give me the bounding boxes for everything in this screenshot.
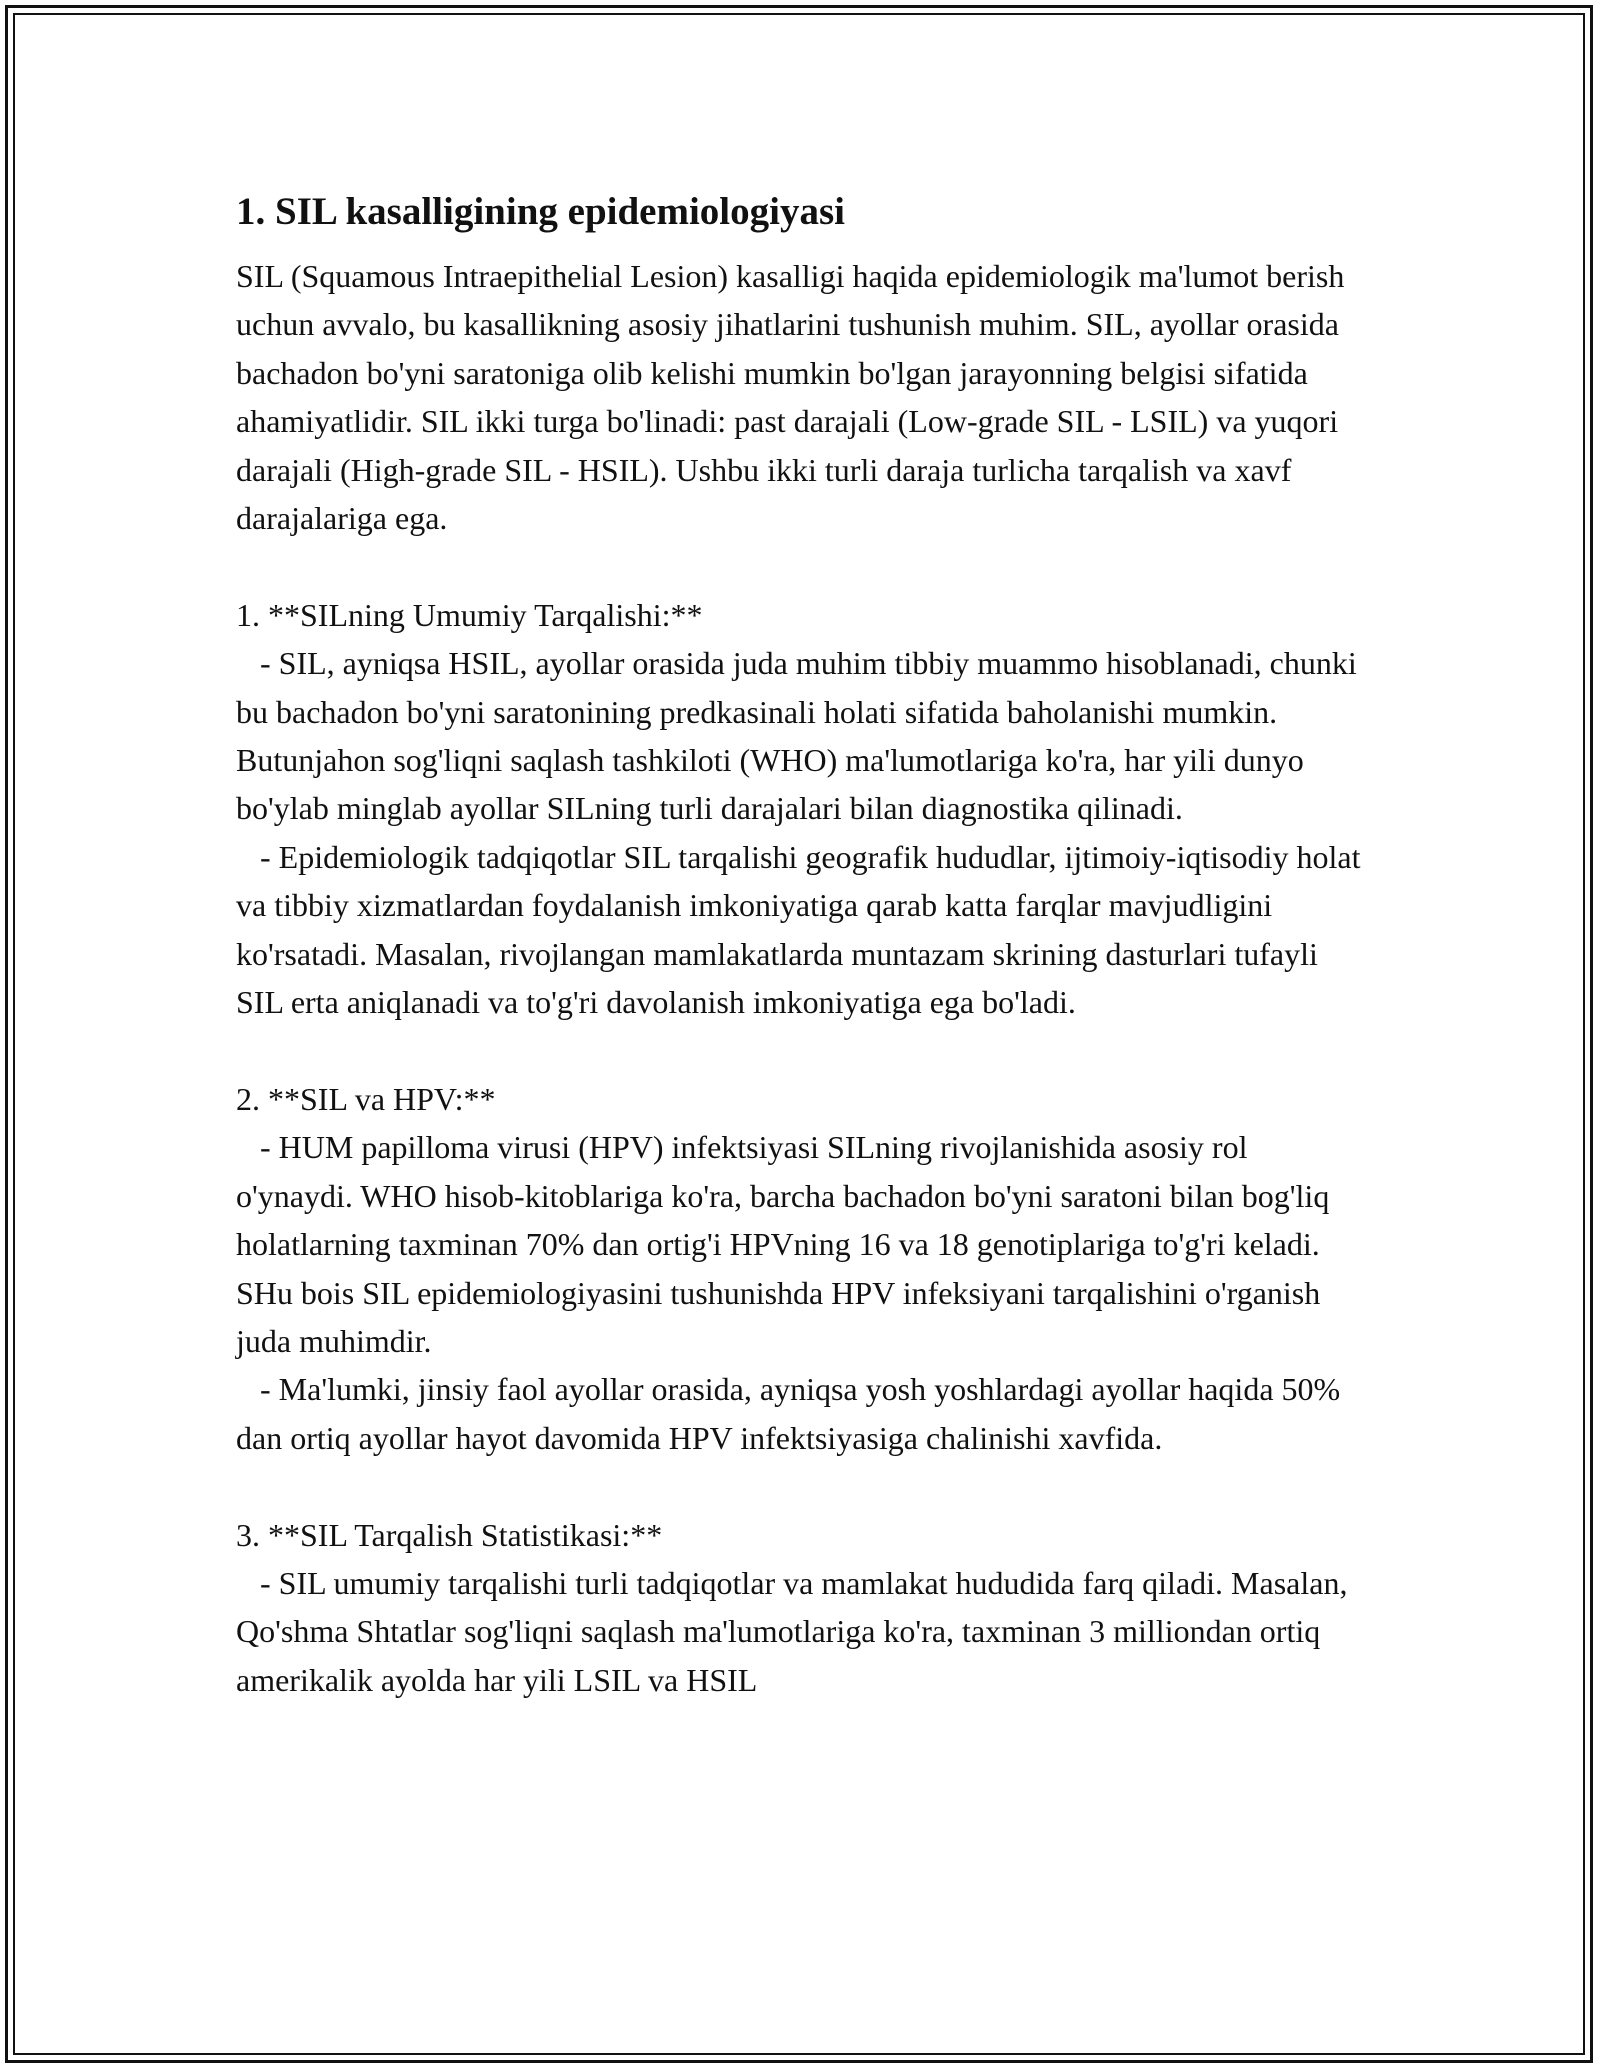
bullet-paragraph: - SIL, ayniqsa HSIL, ayollar orasida juda muhim tibbiy muammo hisoblanadi, chunki bu bachadon bo'yni saratonining predkasinali holati sifatida baholanishi mumkin. Butunjahon sog'liqni saqlash tashkiloti (WHO) ma'lumotlariga ko'ra, har yili dunyo bo'ylab minglab ayollar SILning turli darajalari bilan diagnostika qilinadi. [236, 645, 1365, 827]
bullet-paragraph: - SIL umumiy tarqalishi turli tadqiqotlar va mamlakat hududida farq qiladi. Masalan, Qo'shma Shtatlar sog'liqni saqlash ma'lumotlariga ko'ra, taxminan 3 milliondan ortiq amerikalik ayolda har yili LSIL va HSIL [236, 1564, 1356, 1698]
paragraph-spacer [236, 1462, 1366, 1510]
section-title: 2. **SIL va HPV:** [236, 1080, 496, 1117]
bullet-paragraph: - Epidemiologik tadqiqotlar SIL tarqalishi geografik hududlar, ijtimoiy-iqtisodiy holat va tibbiy xizmatlardan foydalanish imkoniyatiga qarab katta farqlar mavjudligini ko'rsatadi. Masalan, rivojlangan mamlakatlarda muntazam skrining dasturlari tufayli SIL erta aniqlanadi va to'g'ri davolanish imkoniyatiga ega bo'ladi. [236, 838, 1369, 1021]
bullet-paragraph: - HUM papilloma virusi (HPV) infektsiyasi SILning rivojlanishida asosiy rol o'ynaydi. WHO hisob-kitoblariga ko'ra, barcha bachadon bo'yni saratoni bilan bog'liq holatlarning taxminan 70% dan ortig'i HPVning 16 va 18 genotiplariga to'g'ri keladi. SHu bois SIL epidemiologiyasini tushunishda HPV infeksiyani tarqalishini o'rganish juda muhimdir. [236, 1129, 1338, 1359]
section-2 [236, 1075, 1366, 1462]
document-body [236, 186, 1369, 1704]
section-title: 3. **SIL Tarqalish Statistikasi:** [236, 1516, 663, 1553]
bullet-paragraph: - Ma'lumki, jinsiy faol ayollar orasida, ayniqsa yosh yoshlardagi ayollar haqida 50% dan ortiq ayollar hayot davomida HPV infektsiyasiga chalinishi xavfida. [236, 1371, 1349, 1456]
section-heading: 1. SIL kasalligining epidemiologiyasi [236, 190, 845, 233]
section-title: 1. **SILning Umumiy Tarqalishi:** [236, 596, 703, 633]
section-1 [236, 591, 1369, 1027]
section-3 [236, 1511, 1366, 1705]
paragraph-spacer [236, 1026, 1366, 1074]
paragraph-spacer [236, 542, 1366, 590]
intro-paragraph: SIL (Squamous Intraepithelial Lesion) kasalligi haqida epidemiologik ma'lumot berish uchun avvalo, bu kasallikning asosiy jihatlarini tushunish muhim. SIL, ayollar orasida bachadon bo'yni saratoniga olib kelishi mumkin bo'lgan jarayonning belgisi sifatida ahamiyatlidir. SIL ikki turga bo'linadi: past darajali (Low-grade SIL - LSIL) va yuqori darajali (High-grade SIL - HSIL). Ushbu ikki turli daraja turlicha tarqalish va xavf darajalariga ega. [236, 258, 1353, 537]
